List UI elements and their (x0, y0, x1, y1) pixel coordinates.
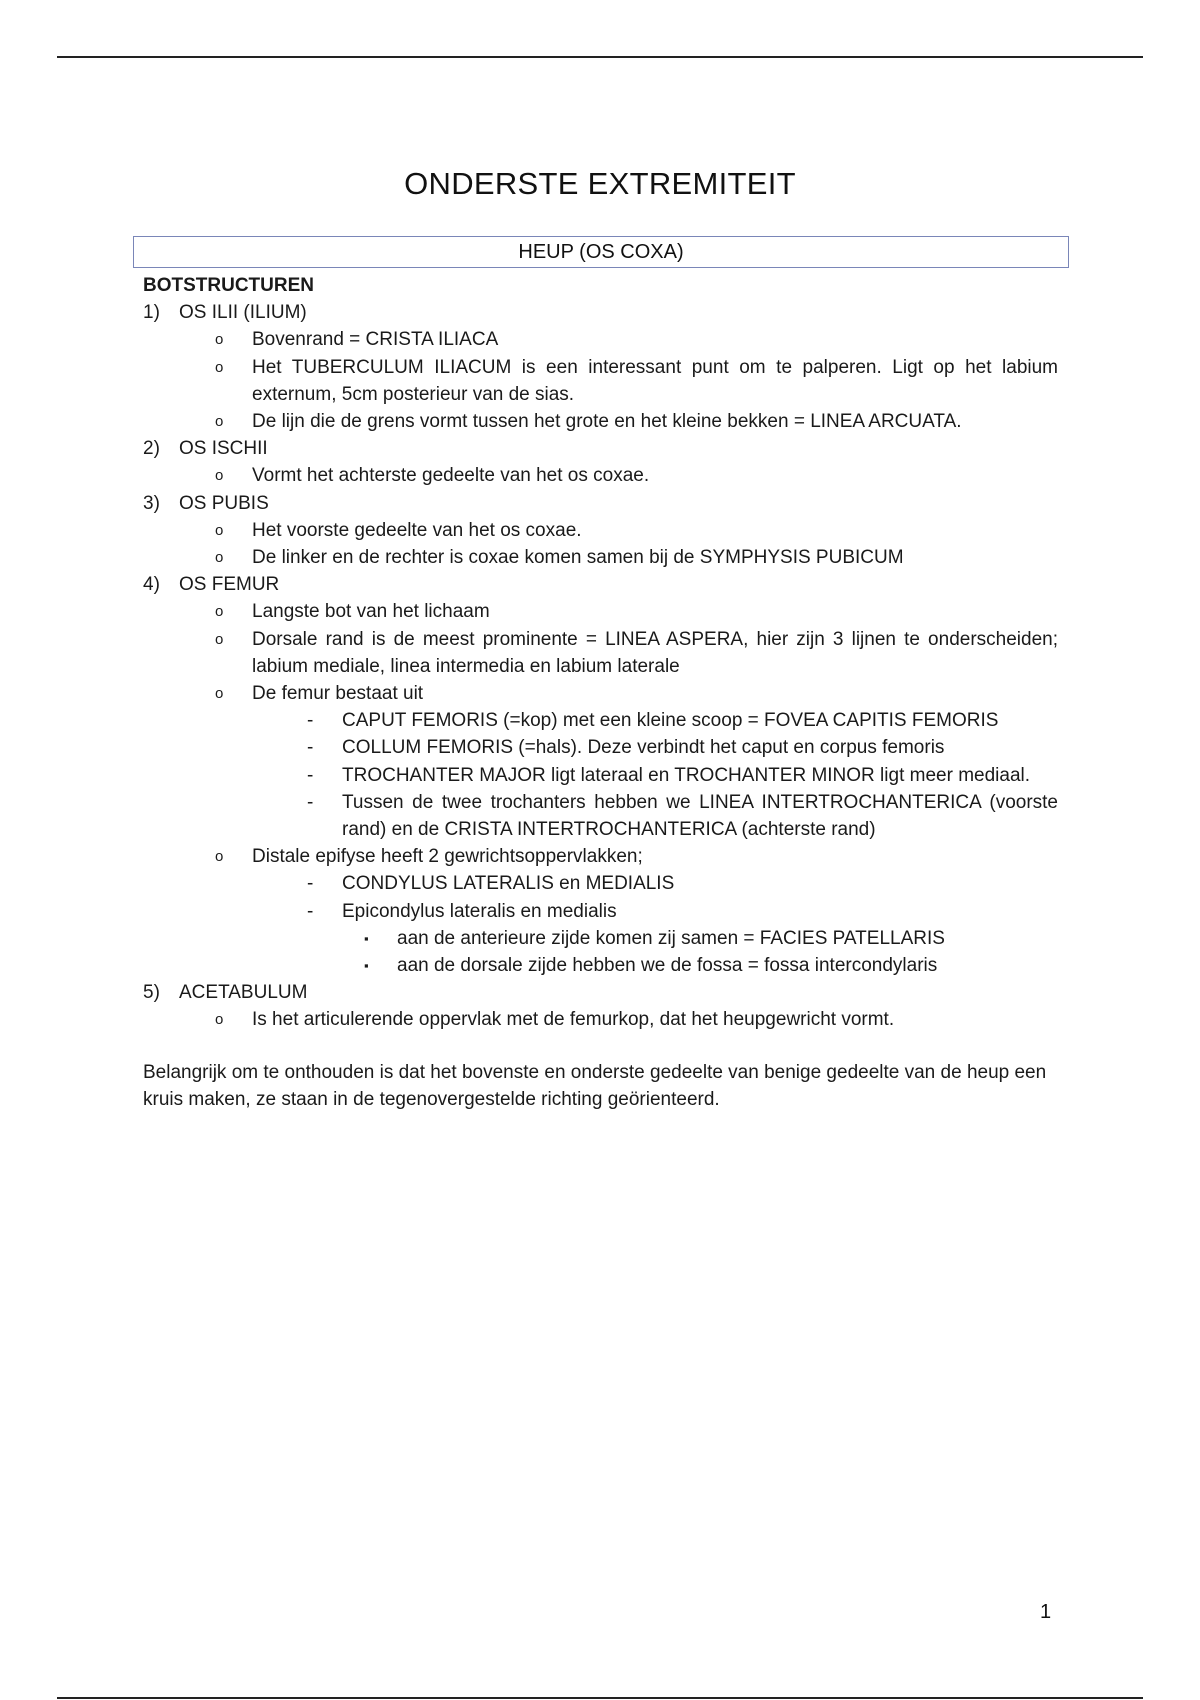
bullet-text: Is het articulerende oppervlak met de femurkop, dat het heupgewricht vormt. (252, 1009, 895, 1031)
list-item-label: OS ILII (ILIUM) (179, 302, 307, 324)
circle-bullet-icon: o (215, 630, 224, 648)
bullet-item (143, 326, 1058, 353)
bullet-item (143, 843, 1058, 870)
circle-bullet-icon: o (215, 331, 224, 349)
dash-bullet-icon: - (307, 873, 314, 895)
list-item-label: OS ISCHII (179, 438, 268, 460)
bullet-item (143, 544, 1058, 571)
sub-bullet-text: CAPUT FEMORIS (=kop) met een kleine scoop = FOVEA CAPITIS FEMORIS (342, 710, 999, 732)
list-number: 1) (143, 302, 160, 324)
circle-bullet-icon: o (215, 1011, 224, 1029)
bullet-text: Het voorste gedeelte van het os coxae. (252, 519, 582, 541)
section-title-box: HEUP (OS COXA) (133, 236, 1069, 268)
sub-bullet-item (143, 707, 1058, 734)
sub-bullet-text: COLLUM FEMORIS (=hals). Deze verbindt het caput en corpus femoris (342, 737, 945, 759)
bullet-item (143, 680, 1058, 707)
dash-bullet-icon: - (307, 900, 314, 922)
section-heading: BOTSTRUCTUREN (143, 275, 314, 296)
sub-bullet-text: Epicondylus lateralis en medialis (342, 900, 617, 922)
dash-bullet-icon: - (307, 710, 314, 732)
list-item-label: OS FEMUR (179, 574, 280, 596)
circle-bullet-icon: o (215, 549, 224, 567)
bullet-item (143, 598, 1058, 625)
bullet-item (143, 354, 1058, 408)
dash-bullet-icon: - (307, 764, 314, 786)
list-number: 2) (143, 438, 160, 460)
list-item-label: ACETABULUM (179, 982, 308, 1004)
bullet-item (143, 517, 1058, 544)
sub-sub-bullet-text: aan de anterieure zijde komen zij samen = FACIES PATELLARIS (397, 927, 945, 949)
sub-bullet-item (143, 870, 1058, 897)
list-number: 5) (143, 982, 160, 1004)
list-item-acetabulum (143, 979, 1058, 1006)
sub-sub-bullet-text: aan de dorsale zijde hebben we de fossa = fossa intercondylaris (397, 955, 938, 977)
sub-bullet-text: Tussen de twee trochanters hebben we LINEA INTERTROCHANTERICA (voorste rand) en de CRISTA INTERTROCHANTERICA (achterste rand) (342, 791, 1058, 841)
list-item-label: OS PUBIS (179, 492, 269, 514)
document-title: ONDERSTE EXTREMITEIT (404, 166, 796, 201)
sub-bullet-item (143, 734, 1058, 761)
bullet-text: Het TUBERCULUM ILIACUM is een interessant punt om te palperen. Ligt op het labium externum, 5cm posterieur van de sias. (252, 356, 1058, 405)
page-number: 1 (1040, 1601, 1052, 1623)
list-item-os-ilii (143, 299, 1058, 326)
closing-paragraph: Belangrijk om te onthouden is dat het bovenste en onderste gedeelte van benige gedeelte van de heup een kruis maken, ze staan in de tegenovergestelde richting geörienteerd. (143, 1061, 1047, 1110)
document-body (143, 272, 1058, 1132)
sub-sub-bullet-item (143, 925, 1058, 952)
circle-bullet-icon: o (215, 521, 224, 539)
footer-rule (57, 1697, 1143, 1699)
circle-bullet-icon: o (215, 413, 224, 431)
bullet-item (143, 1006, 1058, 1033)
bullet-text: Bovenrand = CRISTA ILIACA (252, 329, 499, 351)
circle-bullet-icon: o (215, 848, 224, 866)
sub-bullet-text: TROCHANTER MAJOR ligt lateraal en TROCHANTER MINOR ligt meer mediaal. (342, 764, 1031, 786)
circle-bullet-icon: o (215, 603, 224, 621)
sub-bullet-item (143, 898, 1058, 925)
list-item-os-pubis (143, 490, 1058, 517)
list-number: 3) (143, 492, 160, 514)
sub-bullet-item (143, 762, 1058, 789)
bullet-text: Distale epifyse heeft 2 gewrichtsoppervlakken; (252, 846, 643, 868)
bullet-text: De femur bestaat uit (252, 683, 424, 705)
sub-bullet-item (143, 789, 1058, 843)
header-rule (57, 56, 1143, 58)
bullet-item (143, 626, 1058, 680)
circle-bullet-icon: o (215, 467, 224, 485)
bullet-item (143, 408, 1058, 435)
list-item-os-ischii (143, 435, 1058, 462)
bullet-text: Dorsale rand is de meest prominente = LINEA ASPERA, hier zijn 3 lijnen te onderscheiden; labium mediale, linea intermedia en labium laterale (252, 628, 1058, 677)
circle-bullet-icon: o (215, 685, 224, 703)
circle-bullet-icon: o (215, 358, 224, 376)
bullet-text: Langste bot van het lichaam (252, 601, 490, 623)
list-number: 4) (143, 574, 160, 596)
bullet-text: Vormt het achterste gedeelte van het os coxae. (252, 465, 650, 487)
dash-bullet-icon: - (307, 737, 314, 759)
list-item-os-femur (143, 571, 1058, 598)
bullet-text: De lijn die de grens vormt tussen het grote en het kleine bekken = LINEA ARCUATA. (252, 411, 962, 433)
square-bullet-icon: ▪ (364, 958, 369, 974)
bullet-text: De linker en de rechter is coxae komen samen bij de SYMPHYSIS PUBICUM (252, 547, 904, 569)
bullet-item (143, 462, 1058, 489)
sub-bullet-text: CONDYLUS LATERALIS en MEDIALIS (342, 873, 675, 895)
dash-bullet-icon: - (307, 791, 314, 813)
square-bullet-icon: ▪ (364, 930, 369, 946)
sub-sub-bullet-item (143, 952, 1058, 979)
